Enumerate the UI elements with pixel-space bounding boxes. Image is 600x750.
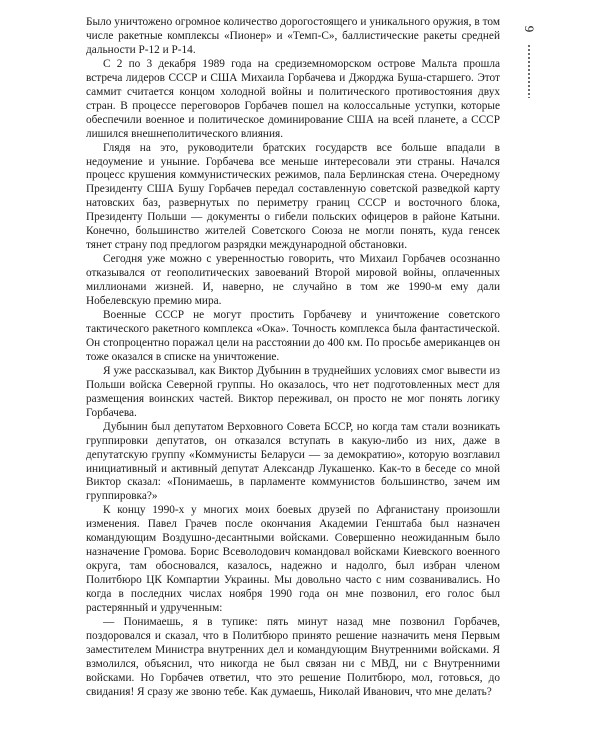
dotted-rule bbox=[528, 44, 530, 98]
paragraph: Дубынин был депутатом Верховного Совета БССР, но когда там стали возникать группировки депутатов, он отказался вступать в какую-либо из них, даже в депутатскую группу «Коммунисты Беларуси — за демократию», которую возглавил инициативный и активный депутат Александр Лукашенко. Как-то в беседе со мной Виктор сказал: «Понимаешь, в парламенте коммунистов большинство, зачем им группировка?» bbox=[86, 420, 500, 503]
paragraph: Было уничтожено огромное количество дорогостоящего и уникального оружия, в том числе ракетные комплексы «Пионер» и «Темп-С», баллистические ракеты средней дальности Р-12 и Р-14. bbox=[86, 16, 500, 56]
paragraph: — Понимаешь, я в тупике: пять минут назад мне позвонил Горбачев, поздоровался и сказал, что в Политбюро принято решение назначить меня Первым заместителем Министра внутренних дел и командующим Внутренними войсками. Я взмолился, объяснил, что никогда не был связан ни с МВД, ни с Внутренними войсками. Но Горбачев ответил, что это решение Политбюро, мол, готовься, до свидания! Я сразу же звоню тебе. Как думаешь, Николай Иванович, что мне делать? bbox=[86, 615, 500, 698]
paragraph: Сегодня уже можно с уверенностью говорить, что Михаил Горбачев осознанно отказывался от геополитических завоеваний Второй мировой войны, оплаченных миллионами жизней. И, наверно, не случайно в том же 1990-м ему дали Нобелевскую премию мира. bbox=[86, 253, 500, 308]
paragraph: Глядя на это, руководители братских государств все больше впадали в недоумение и уныние. Горбачева все меньше интересовали эти страны. Начался процесс крушения коммунистических режимов, пала Берлинская стена. Очередному Президенту США Бушу Горбачев передал составленную советской разведкой карту натовских баз, развернутых по периметру границ СССР и восточного блока, Президенту Польши — документы о гибели польских офицеров в районе Катыни. Конечно, большинство жителей Советского Союза не могли понять, куда генсек тянет страну под предлогом разрядки международной обстановки. bbox=[86, 141, 500, 252]
paragraph: К концу 1990-х у многих моих боевых друзей по Афганистану произошли изменения. Павел Грачев после окончания Академии Генштаба был назначен командующим Воздушно-десантными войсками. Совершенно неожиданным было назначение Громова. Борис Всеволодович командовал войсками Киевского военного округа, там обосновался, казалось, надежно и надолго, был избран членом Политбюро ЦК Компартии Украины. Мы довольно часто с ним созванивались. Но когда в последних числах ноября 1990 года он мне позвонил, его голос был растерянный и удрученным: bbox=[86, 504, 500, 615]
paragraph: С 2 по 3 декабря 1989 года на средиземноморском острове Мальта прошла встреча лидеров СССР и США Михаила Горбачева и Джорджа Буша-старшего. Этот саммит считается концом холодной войны и политического противостояния двух стран. В процессе переговоров Горбачев пошел на колоссальные уступки, которые обеспечили военное и политическое доминирование США на всей планете, а СССР лишился внешнеполитического влияния. bbox=[86, 57, 500, 140]
page-text bbox=[86, 16, 500, 700]
paragraph: Военные СССР не могут простить Горбачеву и уничтожение советского тактического ракетного комплекса «Ока». Точность комплекса была фантастической. Он стопроцентно поражал цели на расстоянии до 400 км. По просьбе американцев он тоже оказался в списке на уничтожение. bbox=[86, 309, 500, 363]
page-number: 9 bbox=[522, 25, 537, 33]
paragraph: Я уже рассказывал, как Виктор Дубынин в труднейших условиях смог вывести из Польши войска Северной группы. Но оказалось, что нет подготовленных мест для размещения воинских частей. Виктор переживал, он просто не мог понять логику Горбачева. bbox=[86, 364, 500, 419]
